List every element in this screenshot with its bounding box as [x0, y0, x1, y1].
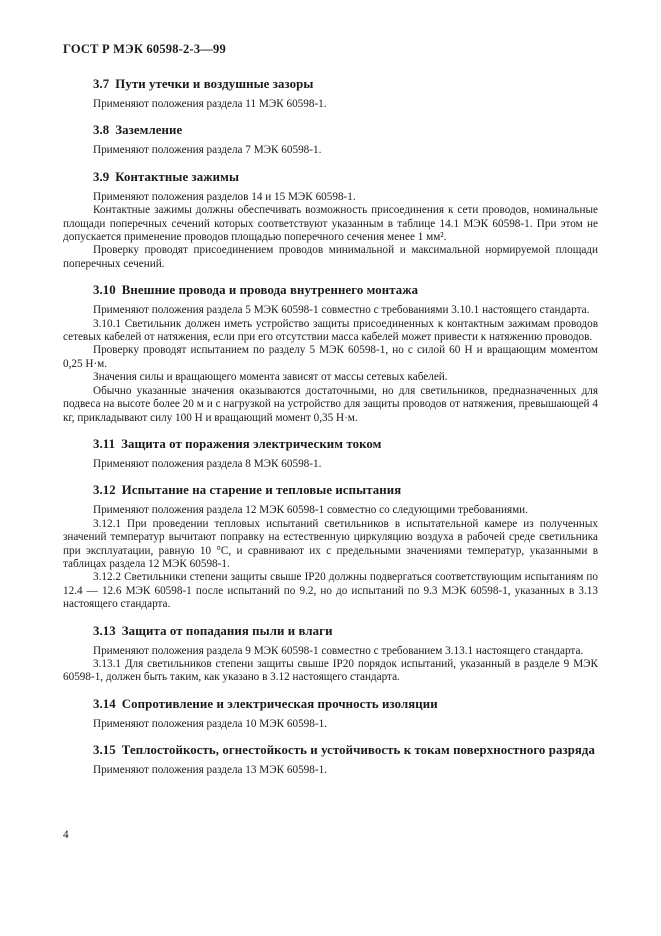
section-3-8 — [63, 123, 598, 157]
section-title-text: Внешние провода и провода внутреннего монтажа — [121, 283, 419, 298]
section-number: 3.11 — [93, 436, 116, 451]
section-title — [93, 624, 598, 639]
paragraph: Контактные зажимы должны обеспечивать возможность присоединения к сети проводов, номинальные площади поперечных сечений которых соответствуют указанным в таблице 14.1 МЭК 60598-1. При этом не допускается применение проводов площадью поперечного сечения менее 1 мм². — [63, 204, 598, 244]
paragraph: Применяют положения раздела 10 МЭК 60598-1. — [93, 717, 327, 730]
section-title-text: Пути утечки и воздушные зазоры — [115, 77, 314, 91]
section-number: 3.15 — [93, 743, 116, 758]
section-3-13 — [63, 624, 598, 685]
paragraph: Применяют положения раздела 9 МЭК 60598-1 совместно с требованием 3.13.1 настоящего стандарта. — [93, 644, 584, 657]
section-title-text: Защита от поражения электрическим током — [121, 436, 382, 451]
paragraph: Применяют положения раздела 13 МЭК 60598-1. — [93, 764, 327, 777]
paragraph: 3.12.2 Светильники степени защиты свыше IP20 должны подвергаться соответствующим испытаниям по 12.4 — 12.6 МЭК 60598-1 после испытаний по 9.2, но до испытаний по 9.3 МЭК 60598-1, указанных в 3.13 настоящего стандарта. — [63, 571, 598, 611]
paragraph: Применяют положения раздела 12 МЭК 60598-1 совместно со следующими требованиями. — [93, 504, 528, 517]
paragraph: Применяют положения разделов 14 и 15 МЭК 60598-1. — [93, 190, 356, 203]
section-number: 3.14 — [93, 696, 116, 711]
section-title — [93, 483, 598, 498]
paragraph: 3.12.1 При проведении тепловых испытаний светильников в испытательной камере из полученных значений температур вычитают поправку на естественную циркуляцию воздуха в рабочей среде светильника при эксплуатации, равную 10 °С, и сравнивают их с предельными значениями температур, указанными в таблицах раздела 12 МЭК 60598-1. — [63, 517, 598, 570]
section-title — [93, 123, 598, 138]
section-3-10 — [63, 283, 598, 425]
section-title-text: Заземление — [115, 123, 183, 138]
section-3-14 — [63, 697, 598, 731]
paragraph: 3.10.1 Светильник должен иметь устройство защиты присоединенных к контактным зажимам проводов сетевых кабелей от натяжения, если при его отсутствии масса кабелей может привести к натяжению проводов. — [63, 317, 598, 344]
document-body — [63, 77, 598, 778]
section-3-11 — [63, 437, 598, 471]
paragraph: Применяют положения раздела 11 МЭК 60598-1. — [93, 98, 327, 110]
paragraph: Значения силы и вращающего момента зависят от массы сетевых кабелей. — [93, 371, 448, 384]
section-title — [93, 283, 598, 298]
section-title-text: Теплостойкость, огнестойкость и устойчивость к токам поверхностного разряда — [121, 743, 596, 758]
section-number: 3.13 — [93, 623, 116, 638]
section-3-15 — [63, 743, 598, 777]
section-title — [93, 697, 598, 712]
section-number: 3.8 — [93, 123, 110, 138]
section-number: 3.10 — [93, 283, 116, 298]
section-title-text: Защита от попадания пыли и влаги — [121, 623, 333, 638]
paragraph: Применяют положения раздела 8 МЭК 60598-1. — [93, 457, 322, 470]
section-title-text: Сопротивление и электрическая прочность изоляции — [121, 696, 438, 711]
section-3-12 — [63, 483, 598, 611]
section-title — [93, 170, 598, 185]
section-title — [93, 77, 598, 92]
paragraph: Применяют положения раздела 5 МЭК 60598-1 совместно с требованиями 3.10.1 настоящего стандарта. — [93, 304, 590, 317]
section-number: 3.12 — [93, 483, 116, 498]
section-number: 3.7 — [93, 77, 110, 91]
section-title — [93, 437, 598, 452]
section-3-9 — [63, 170, 598, 271]
section-number: 3.9 — [93, 169, 110, 184]
paragraph: Обычно указанные значения оказываются достаточными, но для светильников, предназначенных для подвеса на высоте более 20 м и с нагрузкой на устройство для защиты проводов от натяжения, превышающей 4 кг, прикладывают силу 100 Н и вращающий момент 0,35 Н·м. — [63, 384, 598, 424]
document-header: ГОСТ Р МЭК 60598-2-3—99 — [63, 42, 226, 56]
paragraph: Применяют положения раздела 7 МЭК 60598-1. — [93, 144, 322, 157]
paragraph: 3.13.1 Для светильников степени защиты свыше IP20 порядок испытаний, указанный в разделе 9 МЭК 60598-1, должен быть таким, как указано в 3.12 настоящего стандарта. — [63, 657, 598, 684]
paragraph: Проверку проводят испытанием по разделу 5 МЭК 60598-1, но с силой 60 Н и вращающим моментом 0,25 Н·м. — [63, 344, 598, 370]
section-title-text: Испытание на старение и тепловые испытания — [121, 483, 402, 498]
section-title-text: Контактные зажимы — [115, 169, 240, 184]
paragraph: Проверку проводят присоединением проводов минимальной и максимальной нормируемой площади поперечных сечений. — [63, 244, 598, 270]
section-3-7 — [63, 77, 598, 111]
page-number: 4 — [63, 829, 69, 841]
section-title — [93, 743, 598, 758]
